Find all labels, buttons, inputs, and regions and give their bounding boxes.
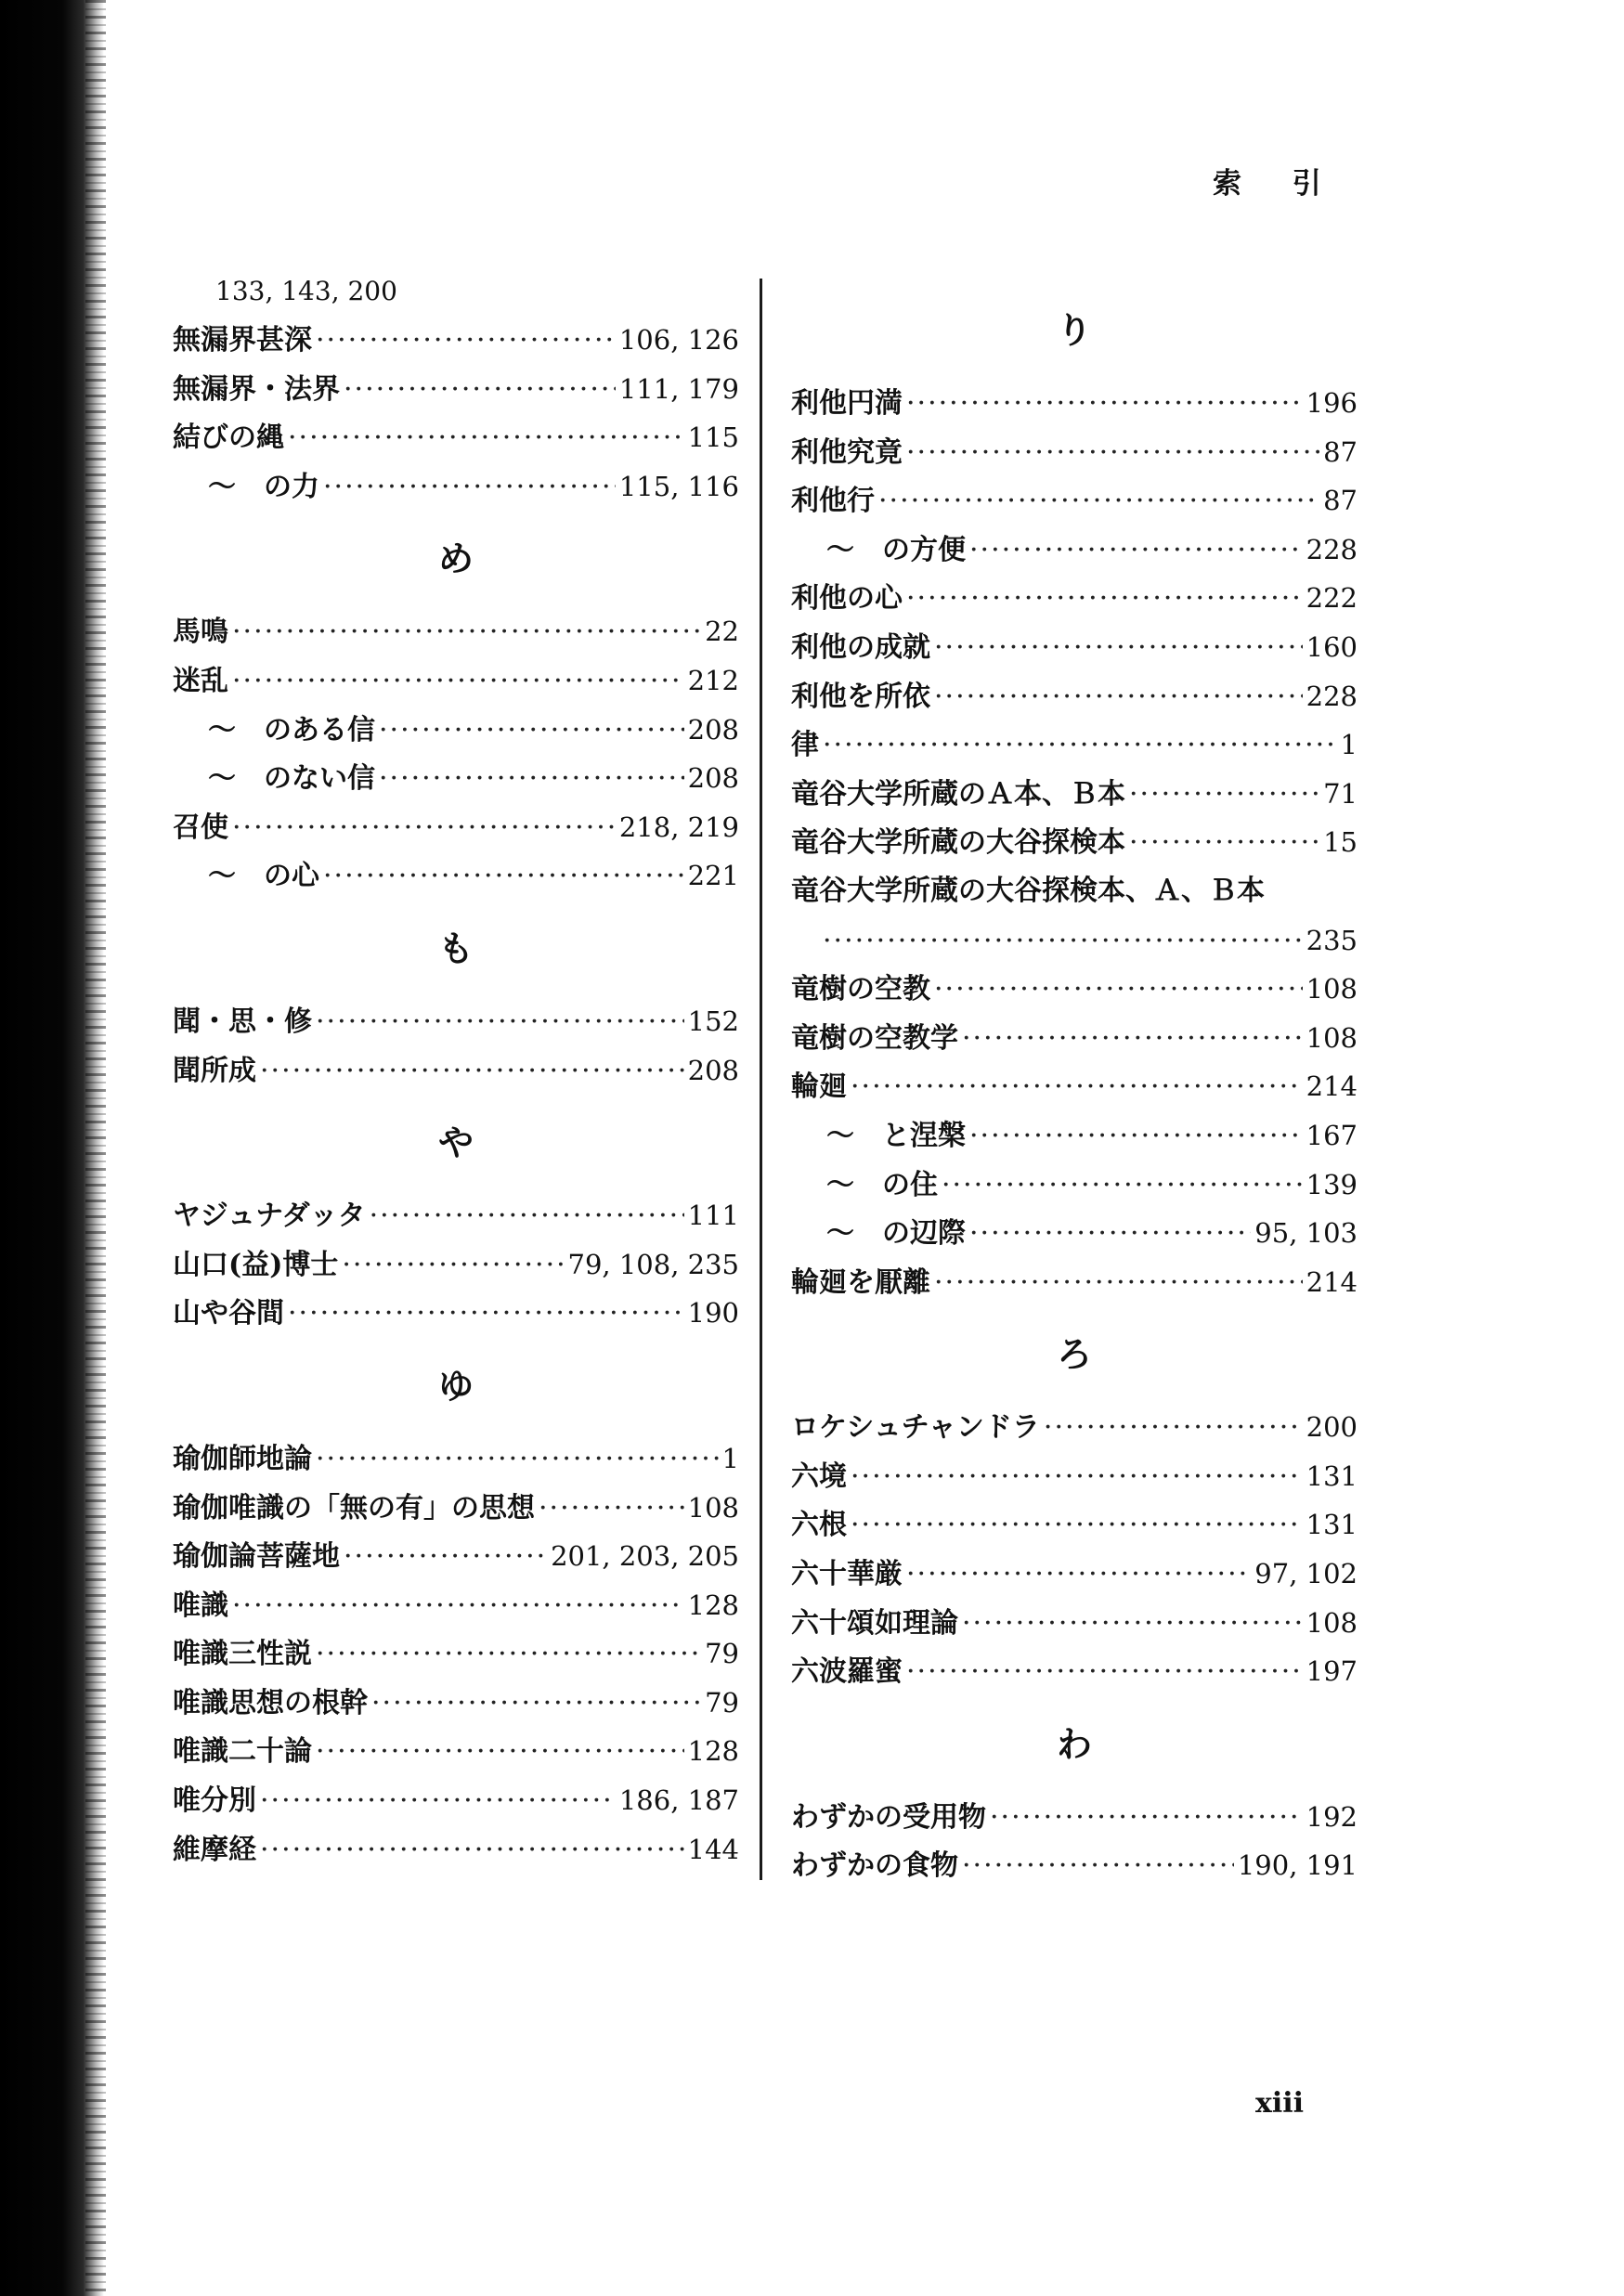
index-entry — [173, 607, 739, 656]
index-term: 六境 — [791, 1459, 847, 1493]
index-entry — [791, 476, 1358, 525]
page-reference: 218, 219 — [618, 811, 739, 843]
index-entry — [173, 1191, 739, 1240]
index-entry — [791, 1452, 1358, 1501]
leader-dots — [260, 1826, 684, 1875]
page-reference: 131 — [1306, 1459, 1358, 1492]
page-reference: 208 — [687, 762, 739, 795]
index-entry — [791, 1550, 1358, 1599]
page-reference: 79 — [705, 1686, 739, 1719]
leader-dots — [316, 1728, 684, 1777]
index-groups-right — [791, 282, 1358, 1890]
index-column-right — [791, 282, 1358, 1890]
leader-dots — [969, 1112, 1303, 1161]
kana-heading: や — [437, 1122, 474, 1164]
leader-dots — [969, 526, 1303, 576]
page-reference: 128 — [687, 1589, 739, 1621]
index-entry — [791, 1647, 1358, 1696]
page-reference: 222 — [1306, 582, 1358, 615]
page-reference: 106, 126 — [618, 324, 739, 356]
index-term: 唯識思想の根幹 — [173, 1686, 368, 1719]
kana-heading: ろ — [1056, 1333, 1092, 1376]
leader-dots — [934, 673, 1303, 722]
index-entry — [791, 1403, 1358, 1452]
index-entry — [791, 1209, 1358, 1258]
index-term: 瑜伽唯識の「無の有」の思想 — [173, 1491, 535, 1524]
leader-dots — [316, 1630, 701, 1680]
page-reference: 228 — [1306, 533, 1358, 565]
page-reference: 97, 102 — [1254, 1558, 1358, 1590]
index-entry — [173, 803, 739, 852]
leader-dots — [539, 1485, 684, 1534]
index-entry — [791, 1014, 1358, 1063]
index-term: 唯分別 — [173, 1784, 256, 1818]
index-column-left — [173, 267, 739, 1874]
index-subentry-term: ～ の住 — [826, 1168, 938, 1201]
index-term: 竜樹の空教 — [791, 973, 930, 1006]
leader-dots — [260, 1047, 684, 1096]
index-term: 利他円満 — [791, 387, 903, 420]
index-entry — [791, 525, 1358, 575]
leader-dots — [344, 366, 616, 415]
page-reference: 79 — [705, 1638, 739, 1670]
index-entry — [791, 1793, 1358, 1842]
leader-dots — [942, 1161, 1303, 1211]
continued-page-numbers: 133, 143, 200 — [215, 276, 397, 306]
page-reference: 87 — [1323, 485, 1358, 517]
index-entry — [173, 1629, 739, 1679]
leader-dots — [906, 1648, 1303, 1697]
index-entry — [791, 867, 1358, 916]
leader-dots — [990, 1794, 1303, 1843]
index-entry — [173, 997, 739, 1046]
index-entry — [173, 1776, 739, 1825]
index-term: 馬鳴 — [173, 616, 228, 649]
leader-dots — [823, 721, 1337, 771]
index-entry — [173, 1289, 739, 1338]
page-reference: 201, 203, 205 — [551, 1540, 739, 1573]
index-term: 竜谷大学所蔵の大谷探検本 — [791, 826, 1125, 860]
index-entry — [173, 316, 739, 365]
page-reference: 235 — [1306, 924, 1358, 956]
index-subentry-term: ～ のない信 — [208, 762, 375, 796]
leader-dots — [370, 1192, 684, 1241]
leader-dots — [906, 1550, 1251, 1600]
index-term: 六十華厳 — [791, 1558, 903, 1591]
leader-dots — [906, 429, 1319, 478]
leader-dots — [934, 624, 1303, 673]
leader-dots — [371, 1680, 701, 1729]
page-reference: 1 — [1340, 729, 1358, 761]
index-term: 六十頌如理論 — [791, 1606, 958, 1640]
running-header: 索 引 — [1213, 167, 1342, 201]
page-reference: 221 — [687, 860, 739, 892]
leader-dots — [962, 1842, 1234, 1891]
leader-dots — [962, 1015, 1303, 1064]
page-reference: 144 — [687, 1833, 739, 1865]
index-entry — [173, 1240, 739, 1290]
leader-dots — [1129, 819, 1319, 868]
index-term: 竜谷大学所蔵の大谷探検本、Ａ、Ｂ本 — [791, 874, 1265, 907]
index-term: 利他を所依 — [791, 680, 930, 713]
leader-dots — [342, 1241, 564, 1291]
leader-dots — [232, 804, 616, 853]
page-reference: 79, 108, 235 — [567, 1248, 739, 1280]
index-entry — [791, 965, 1358, 1014]
index-term: ロケシュチャンドラ — [791, 1411, 1040, 1445]
index-entry — [173, 413, 739, 462]
index-entry — [173, 706, 739, 755]
page-reference: 108 — [1306, 1606, 1358, 1639]
index-term: 山口(益)博士 — [173, 1248, 339, 1281]
index-term: 山や谷間 — [173, 1297, 284, 1330]
index-entry — [173, 1532, 739, 1581]
kana-heading: ゆ — [437, 1364, 474, 1407]
index-term: 瑜伽師地論 — [173, 1442, 312, 1475]
index-subentry-term: ～ の方便 — [826, 533, 966, 566]
page-reference: 192 — [1306, 1800, 1358, 1833]
leader-dots — [1129, 771, 1319, 820]
leader-dots — [316, 998, 684, 1047]
index-term: 聞所成 — [173, 1054, 256, 1087]
index-term: 竜谷大学所蔵のＡ本、Ｂ本 — [791, 777, 1125, 811]
index-term: 結びの縄 — [173, 422, 284, 455]
leader-dots — [934, 1259, 1303, 1308]
leader-dots — [906, 575, 1303, 624]
index-term: 唯識 — [173, 1589, 228, 1622]
index-subentry-term: ～ の辺際 — [826, 1217, 966, 1251]
index-term: 利他の心 — [791, 582, 903, 616]
leader-dots — [288, 414, 684, 463]
index-entry — [173, 1679, 739, 1728]
index-entry — [791, 1599, 1358, 1648]
page-reference: 196 — [1306, 387, 1358, 419]
page-reference: 115, 116 — [618, 470, 739, 502]
page-reference: 228 — [1306, 680, 1358, 712]
index-term: 唯識三性説 — [173, 1638, 312, 1671]
page-reference: 108 — [1306, 973, 1358, 1005]
page-reference: 22 — [705, 616, 739, 648]
page-reference: 108 — [687, 1491, 739, 1524]
index-entry — [791, 428, 1358, 477]
index-entry — [173, 754, 739, 803]
page-reference: 167 — [1306, 1119, 1358, 1151]
page-reference: 190 — [687, 1297, 739, 1330]
kana-heading: り — [1056, 309, 1092, 351]
index-term: 無漏界甚深 — [173, 324, 312, 357]
page-reference: 128 — [687, 1735, 739, 1768]
index-entry — [791, 672, 1358, 721]
index-subentry-term: ～ の心 — [208, 860, 319, 893]
index-term: 迷乱 — [173, 664, 228, 697]
leader-dots — [379, 707, 684, 756]
index-entry — [173, 1046, 739, 1096]
leader-dots — [962, 1600, 1303, 1649]
index-term: 竜樹の空教学 — [791, 1021, 958, 1055]
page-reference: 200 — [1306, 1411, 1358, 1444]
leader-dots — [1044, 1404, 1303, 1453]
leader-dots — [934, 966, 1303, 1015]
index-term: 利他究竟 — [791, 435, 903, 469]
index-subentry-term: ～ と涅槃 — [826, 1119, 966, 1152]
page-reference: 87 — [1323, 435, 1358, 468]
kana-heading: め — [437, 538, 474, 580]
page-reference: 1 — [721, 1442, 739, 1474]
page-reference: 115 — [687, 422, 739, 454]
index-entry — [173, 851, 739, 901]
index-subentry-term: ～ のある信 — [208, 713, 375, 746]
leader-dots — [288, 1290, 684, 1339]
scan-shadow-edge — [0, 0, 104, 2296]
index-entry — [173, 1434, 739, 1484]
page-reference: 208 — [687, 713, 739, 746]
index-term: 輪廻を厭離 — [791, 1265, 930, 1299]
page-reference: 160 — [1306, 630, 1358, 663]
index-entry — [791, 1161, 1358, 1210]
page-reference: 212 — [687, 664, 739, 696]
page-reference: 71 — [1323, 777, 1358, 810]
leader-dots — [906, 380, 1303, 429]
index-groups-left — [173, 316, 739, 1874]
leader-dots — [323, 463, 616, 512]
index-term: 唯識二十論 — [173, 1735, 312, 1769]
leader-dots — [232, 608, 701, 657]
page-reference: 131 — [1306, 1509, 1358, 1541]
index-term: 瑜伽論菩薩地 — [173, 1540, 340, 1574]
index-entry — [173, 462, 739, 512]
index-term: 輪廻 — [791, 1070, 847, 1104]
leader-dots — [323, 852, 684, 902]
leader-dots — [232, 657, 684, 707]
index-term: 律 — [791, 729, 819, 762]
index-entry — [791, 1111, 1358, 1161]
index-entry — [791, 1062, 1358, 1111]
page-reference: 214 — [1306, 1070, 1358, 1103]
leader-dots — [260, 1777, 616, 1826]
page-reference: 15 — [1323, 826, 1358, 859]
index-entry — [173, 1825, 739, 1874]
index-entry — [791, 1841, 1358, 1890]
index-entry — [791, 1500, 1358, 1550]
leader-dots — [232, 1582, 684, 1631]
column-divider — [760, 279, 762, 1880]
index-entry — [173, 1581, 739, 1630]
kana-heading: わ — [1056, 1722, 1092, 1765]
leader-dots — [878, 477, 1319, 526]
index-term: 無漏界・法界 — [173, 372, 340, 406]
index-entry — [791, 770, 1358, 819]
page-reference: 208 — [687, 1054, 739, 1086]
leader-dots — [823, 917, 1303, 966]
index-entry — [791, 916, 1358, 966]
page-reference: 214 — [1306, 1265, 1358, 1298]
index-subentry-term: ～ の力 — [208, 470, 319, 503]
leader-dots — [851, 1453, 1303, 1502]
leader-dots — [379, 755, 684, 804]
page-reference: 186, 187 — [618, 1784, 739, 1817]
index-entry — [791, 720, 1358, 770]
page-reference: 152 — [687, 1005, 739, 1037]
index-term: 聞・思・修 — [173, 1005, 312, 1038]
index-term: 六波羅蜜 — [791, 1655, 903, 1689]
kana-heading: も — [437, 927, 474, 969]
leader-dots — [969, 1210, 1251, 1259]
index-term: 六根 — [791, 1509, 847, 1542]
page-reference: 111 — [687, 1200, 739, 1232]
index-term: わずかの食物 — [791, 1849, 958, 1883]
page-reference: 111, 179 — [618, 372, 739, 405]
index-term: 利他の成就 — [791, 630, 930, 664]
index-term: 召使 — [173, 811, 228, 844]
leader-dots — [344, 1533, 547, 1582]
page-reference: 139 — [1306, 1168, 1358, 1200]
index-entry — [791, 379, 1358, 428]
index-entry — [173, 1484, 739, 1533]
page-number: xiii — [1255, 2087, 1305, 2120]
index-entry — [791, 1258, 1358, 1307]
leader-dots — [316, 1435, 719, 1485]
page-reference: 108 — [1306, 1021, 1358, 1054]
index-entry — [173, 656, 739, 706]
index-term: ヤジュナダッタ — [173, 1200, 366, 1233]
index-term: 維摩経 — [173, 1833, 256, 1866]
leader-dots — [851, 1063, 1303, 1112]
index-entry — [173, 365, 739, 414]
index-entry — [791, 818, 1358, 867]
index-entry — [791, 623, 1358, 672]
page-reference: 197 — [1306, 1655, 1358, 1688]
page-reference: 95, 103 — [1254, 1217, 1358, 1250]
index-term: 利他行 — [791, 485, 875, 518]
index-entry — [173, 1727, 739, 1776]
leader-dots — [851, 1501, 1303, 1550]
leader-dots — [316, 317, 616, 366]
index-entry — [791, 574, 1358, 623]
page-reference: 190, 191 — [1237, 1849, 1358, 1882]
index-term: わずかの受用物 — [791, 1800, 986, 1834]
